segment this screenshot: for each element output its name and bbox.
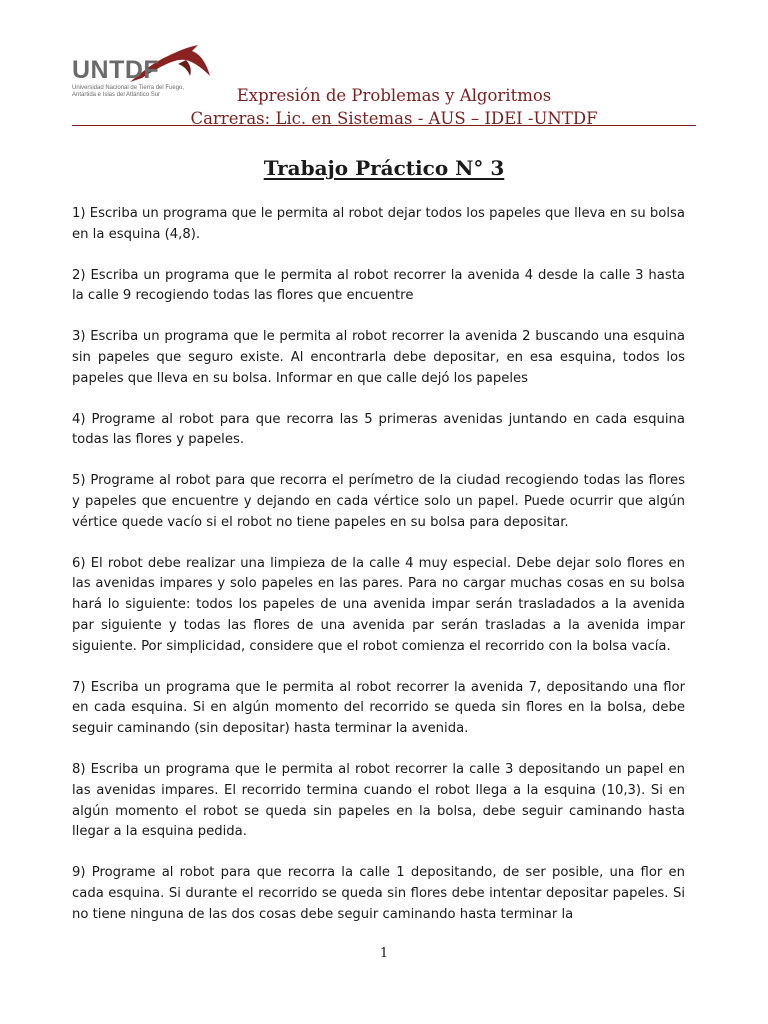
exercise-list <box>72 204 685 946</box>
logo-wordmark: UNTDF <box>72 56 160 84</box>
careers-heading: Carreras: Lic. en Sistemas - AUS – IDEI -UNTDF <box>190 109 598 128</box>
header-divider <box>72 125 696 126</box>
logo-subtitle-line-1: Universidad Nacional de Tierra del Fuego, <box>72 85 185 91</box>
page-title: Trabajo Práctico N° 3 <box>263 156 505 180</box>
exercise-item-3: 3) Escriba un programa que le permita al robot recorrer la avenida 2 buscando una esquina sin papeles que seguro existe. Al encontrarla debe depositar, en esa esquina, todos los papeles que lleva en su bolsa. Informar en que calle dejó los papeles <box>72 329 685 386</box>
logo-subtitle-line-2: Antártida e Islas del Atlántico Sur <box>72 92 161 98</box>
exercise-item-8: 8) Escriba un programa que le permita al robot recorrer la calle 3 depositando un papel en las avenidas impares. El recorrido termina cuando el robot llega a la esquina (10,3). Si en algún momento el robot se queda sin papeles en la bolsa, debe seguir caminando hasta llegar a la esquina pedida. <box>72 761 685 840</box>
page-number: 1 <box>379 946 389 961</box>
exercise-item-9: 9) Programe al robot para que recorra la calle 1 depositando, de ser posible, una flor en cada esquina. Si durante el recorrido se queda sin flores debe intentar depositar papeles. Si no tiene ninguna de las dos cosas debe seguir caminando hasta terminar la <box>72 865 685 922</box>
exercise-item-7: 7) Escriba un programa que le permita al robot recorrer la avenida 7, depositando una flor en cada esquina. Si en algún momento del recorrido se queda sin flores en la bolsa, debe seguir caminando (sin depositar) hasta terminar la avenida. <box>72 679 685 737</box>
exercise-item-5: 5) Programe al robot para que recorra el perímetro de la ciudad recogiendo todas las flores y papeles que encuentre y dejando en cada vértice solo un papel. Puede ocurrir que algún vértice quede vacío si el robot no tiene papeles en su bolsa para depositar. <box>72 473 685 530</box>
exercise-item-6: 6) El robot debe realizar una limpieza de la calle 4 muy especial. Debe dejar solo flores en las avenidas impares y solo papeles en las pares. Para no cargar muchas cosas en su bolsa hará lo siguiente: todos los papeles de una avenida impar serán trasladados a la avenida par siguiente y todas las flores de una avenida par serán trasladas a la avenida impar siguiente. Por simplicidad, considere que el robot comienza el recorrido con la bolsa vacía. <box>72 555 685 654</box>
subject-heading: Expresión de Problemas y Algoritmos <box>236 86 552 105</box>
exercise-item-1: 1) Escriba un programa que le permita al robot dejar todos los papeles que lleva en su bolsa en la esquina (4,8). <box>72 206 685 242</box>
exercise-item-4: 4) Programe al robot para que recorra las 5 primeras avenidas juntando en cada esquina todas las flores y papeles. <box>72 411 685 448</box>
exercise-item-2: 2) Escriba un programa que le permita al robot recorrer la avenida 4 desde la calle 3 hasta la calle 9 recogiendo todas las flores que encuentre <box>72 267 685 304</box>
